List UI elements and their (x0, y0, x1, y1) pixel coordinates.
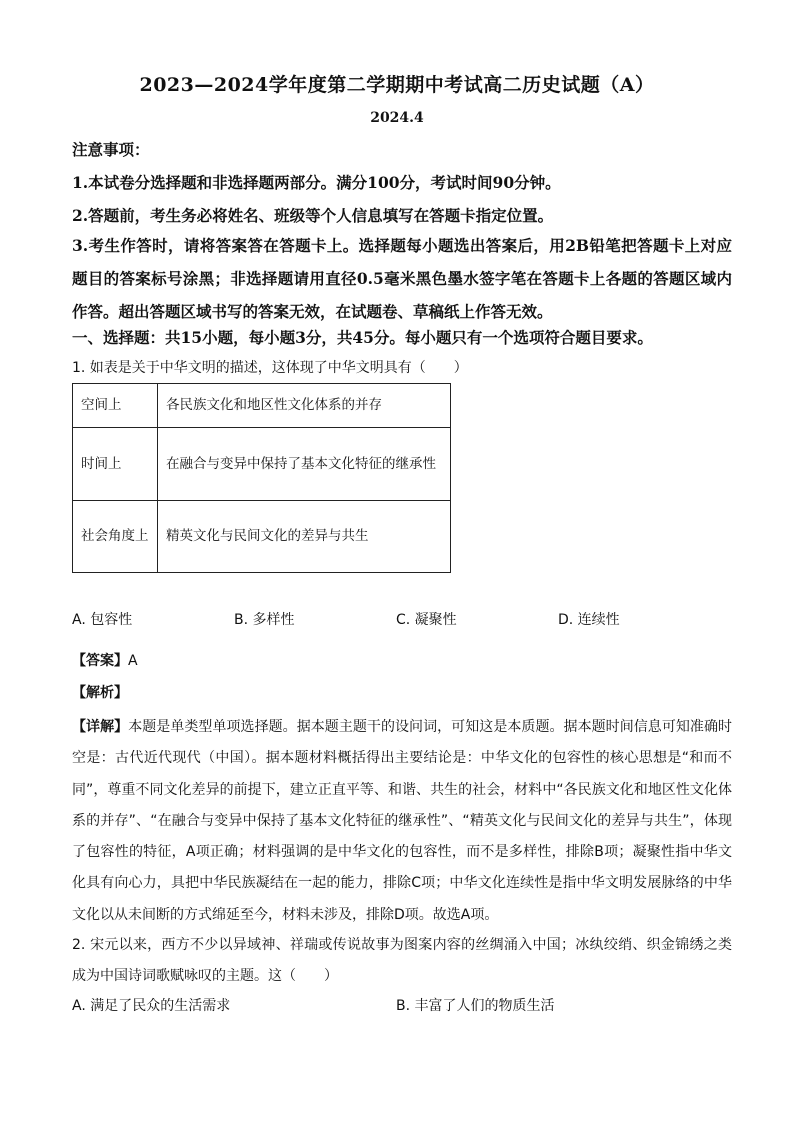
section-heading: 一、选择题：共15小题，每小题3分，共45分。每小题只有一个选项符合题目要求。 (72, 328, 653, 347)
table-cell-desc: 精英文化与民间文化的差异与共生 (158, 501, 451, 573)
answer-value: A (128, 653, 138, 669)
notes-heading: 注意事项： (72, 140, 150, 159)
note-item-2: 2.答题前，考生务必将姓名、班级等个人信息填写在答题卡指定位置。 (72, 206, 554, 225)
detail-text: 本题是单类型单项选择题。据本题主题干的设问词，可知这是本质题。据本题时间信息可知准确时空是：古代近代现代（中国）。据本题材料概括得出主要结论是：中华文化的包容性的核心思想是“和而不同”，尊重不同文化差异的前提下，建立正直平等、和谐、共生的社会，材料中“各民族文化和地区性文化体系的并存”、“在融合与变异中保持了基本文化特征的继承性”、“精英文化与民间文化的差异与共生”，体现了包容性的特征，A项正确；材料强调的是中华文化的包容性，而不是多样性，排除B项；凝聚性指中华文化具有向心力，具把中华民族凝结在一起的能力，排除C项；中华文化连续性是指中华文明发展脉络的中华文化以从未间断的方式绵延至今，材料未涉及，排除D项。故选A项。 (72, 719, 733, 923)
analysis-label: 【解析】 (72, 685, 128, 701)
note-item-3: 3.考生作答时，请将答案答在答题卡上。选择题每小题选出答案后，用2B铅笔把答题卡上对应题目的答案标号涂黑；非选择题请用直径0.5毫米黑色墨水签字笔在答题卡上各题的答题区域内作答。超出答题区域书写的答案无效，在试题卷、草稿纸上作答无效。 (72, 236, 732, 321)
table-row (73, 384, 451, 428)
option-b: B. 多样性 (234, 612, 295, 628)
answer-line (72, 650, 732, 672)
table-cell-label: 社会角度上 (73, 501, 158, 573)
option-d: D. 连续性 (558, 612, 620, 628)
analysis-line (72, 682, 732, 704)
option-c: C. 凝聚性 (396, 612, 457, 628)
option-a: A. 包容性 (72, 612, 133, 628)
detail-label: 【详解】 (72, 719, 129, 735)
answer-label: 【答案】 (72, 653, 128, 669)
option-a: A. 满足了民众的生活需求 (72, 998, 231, 1014)
question-1-stem: 1. 如表是关于中华文明的描述，这体现了中华文明具有（ ） (72, 360, 468, 376)
table-row (73, 501, 451, 573)
exam-date: 2024.4 (370, 110, 424, 126)
option-b: B. 丰富了人们的物质生活 (396, 998, 555, 1014)
question-2-stem: 2. 宋元以来，西方不少以异域神、祥瑞或传说故事为图案内容的丝绸涌入中国；冰纨绞绡、织金锦绣之类成为中国诗词歌赋咏叹的主题。这（ ） (72, 937, 732, 984)
table-cell-label: 空间上 (73, 384, 158, 428)
table-row (73, 428, 451, 501)
detail-paragraph (72, 712, 732, 931)
note-item-1: 1.本试卷分选择题和非选择题两部分。满分100分，考试时间90分钟。 (72, 173, 561, 192)
table-cell-desc: 在融合与变异中保持了基本文化特征的继承性 (158, 428, 451, 501)
table-cell-label: 时间上 (73, 428, 158, 501)
exam-title: 2023—2024学年度第二学期期中考试高二历史试题（A） (139, 74, 655, 96)
table-cell-desc: 各民族文化和地区性文化体系的并存 (158, 384, 451, 428)
question-1-table (72, 383, 451, 573)
